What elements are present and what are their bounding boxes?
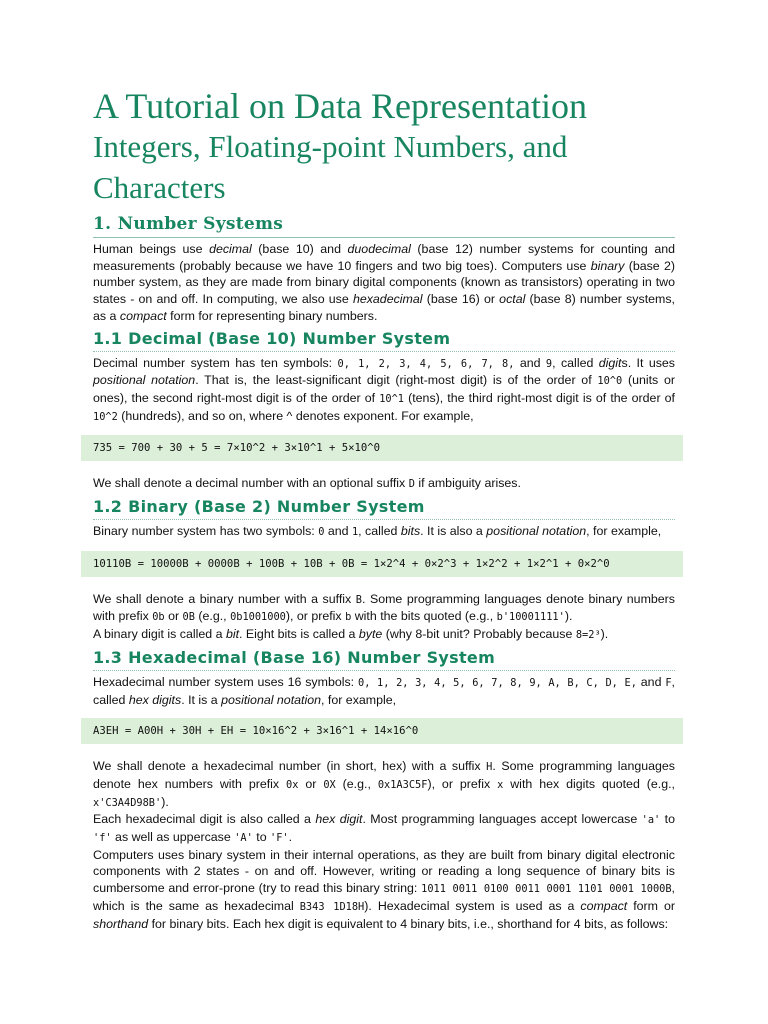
paragraph-hex-shorthand: Computers uses binary system in their internal operations, as they are built from binary digital electronic components with 2 states - on and off. However, writing or reading a long sequence of binary bits is cumbersome and error-prone (try to read this binary string: 1011 0011 0100 0011 0001 1101 0001 1000B, which is the same as hexadecimal B343 1D18H). Hexadecimal system is used as a compact form or shorthand for binary bits. Each hex digit is equivalent to 4 binary bits, i.e., shorthand for 4 bits, as follows: <box>93 847 675 931</box>
document-page <box>93 86 675 932</box>
document-title: A Tutorial on Data Representation <box>93 86 587 126</box>
paragraph-intro: Human beings use decimal (base 10) and duodecimal (base 12) number systems for counting and measurements (probably because we have 10 fingers and two big toes). Computers use binary (base 2) number system, as they are made from binary digital components (known as transistors) operating in two states - on and off. In computing, we also use hexadecimal (base 16) or octal (base 8) number systems, as a compact form for representing binary numbers. <box>93 242 675 323</box>
code-example-hexadecimal: A3EH = A00H + 30H + EH = 10×16^2 + 3×16^1 + 14×16^0 <box>81 718 683 744</box>
code-example-binary: 10110B = 10000B + 0000B + 100B + 10B + 0B = 1×2^4 + 0×2^3 + 1×2^2 + 1×2^1 + 0×2^0 <box>81 551 683 577</box>
paragraph-hexadecimal: Hexadecimal number system uses 16 symbols: 0, 1, 2, 3, 4, 5, 6, 7, 8, 9, A, B, C, D, E, and F, called hex digits. It is a positional notation, for example, <box>93 674 675 707</box>
section-heading-number-systems: 1. Number Systems <box>93 214 675 238</box>
paragraph-hex-digit: Each hexadecimal digit is also called a hex digit. Most programming languages accept lowercase 'a' to 'f' as well as uppercase 'A' to 'F'. <box>93 812 676 845</box>
paragraph-hex-suffix: We shall denote a hexadecimal number (in short, hex) with a suffix H. Some programming languages denote hex numbers with prefix 0x or 0X (e.g., 0x1A3C5F), or prefix x with hex digits quoted (e.g., x'C3A4D98B'). <box>93 759 676 809</box>
section-heading-hexadecimal: 1.3 Hexadecimal (Base 16) Number System <box>93 648 675 671</box>
section-heading-decimal: 1.1 Decimal (Base 10) Number System <box>93 329 675 352</box>
document-subtitle: Integers, Floating-point Numbers, and Characters <box>93 129 568 205</box>
paragraph-decimal: Decimal number system has ten symbols: 0, 1, 2, 3, 4, 5, 6, 7, 8, and 9, called digits. It uses positional notation. That is, the least-significant digit (right-most digit) is of the order of 10^0 (units or ones), the second right-most digit is of the order of 10^1 (tens), the third right-most digit is of the order of 10^2 (hundreds), and so on, where ^ denotes exponent. For example, <box>93 355 676 423</box>
paragraph-bit-byte: A binary digit is called a bit. Eight bits is called a byte (why 8-bit unit? Probably because 8=2³). <box>93 627 609 642</box>
paragraph-binary: Binary number system has two symbols: 0 and 1, called bits. It is also a positional notation, for example, <box>93 524 662 539</box>
section-heading-binary: 1.2 Binary (Base 2) Number System <box>93 497 675 520</box>
paragraph-decimal-suffix: We shall denote a decimal number with an optional suffix D if ambiguity arises. <box>93 476 521 491</box>
paragraph-binary-suffix: We shall denote a binary number with a suffix B. Some programming languages denote binary numbers with prefix 0b or 0B (e.g., 0b1001000), or prefix b with the bits quoted (e.g., b'10001111'). <box>93 591 676 624</box>
code-example-decimal: 735 = 700 + 30 + 5 = 7×10^2 + 3×10^1 + 5×10^0 <box>81 435 683 461</box>
